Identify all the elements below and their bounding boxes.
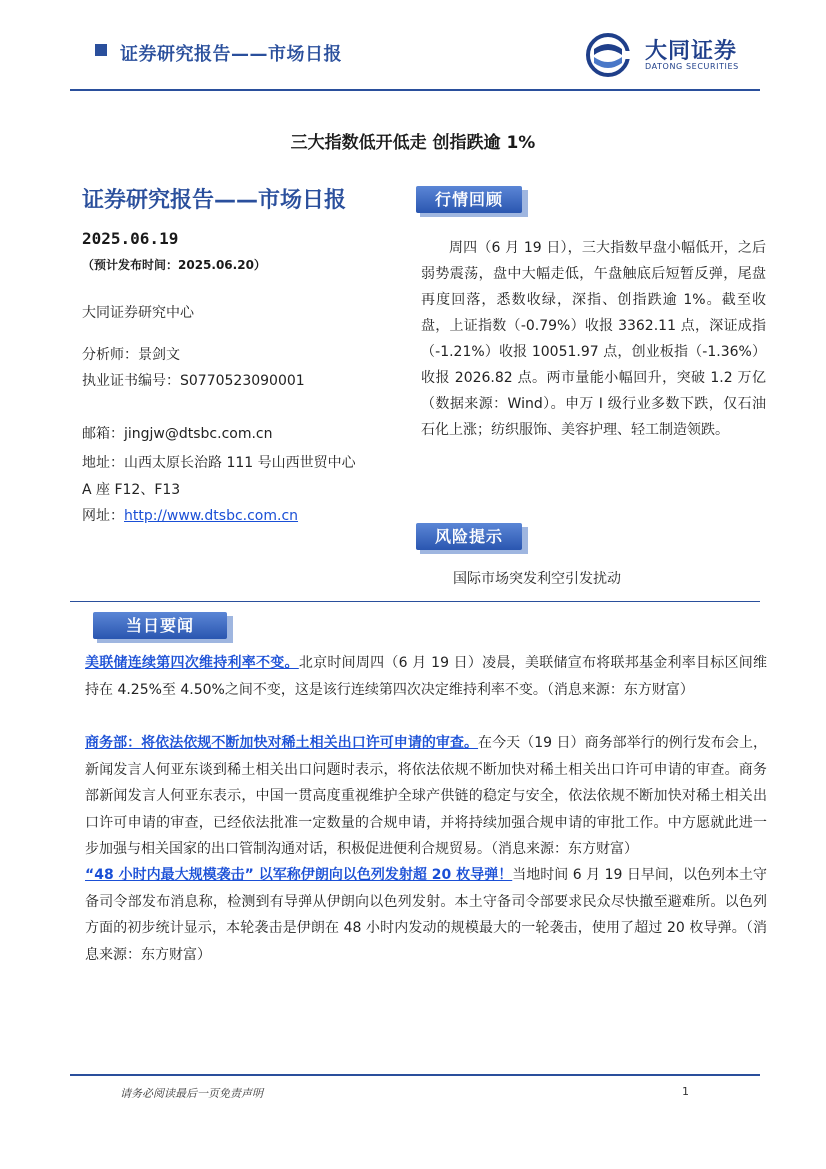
header-rule [70, 89, 760, 91]
news-body: 当地时间 6 月 19 日早间，以色列本土守备司令部发布消息称，检测到有导弹从伊朗向以色列发射。本土守备司令部要求民众尽快撤至避难所。以色列方面的初步统计显示，本轮袭击是伊朗在 48 小时内发动的规模最大的一轮袭击，使用了超过 20 枚导弹。（消息来源：东方财富） [85, 867, 767, 963]
website [82, 505, 298, 525]
news-item [85, 730, 767, 863]
address-line-1: 地址：山西太原长治路 111 号山西世贸中心 [82, 455, 356, 471]
news-body: 在今天（19 日）商务部举行的例行发布会上，新闻发言人何亚东谈到稀土相关出口问题时表示，将依法依规不断加快对稀土相关出口许可申请的审查。商务部新闻发言人何亚东表示，中国一贯高度重视维护全球产供链的稳定与安全，依法依规不断加快对稀土相关出口许可申请的审查，已经依法批准一定数量的合规申请，并将持续加强合规申请的审批工作。中方愿就此进一步加强与相关国家的出口管制沟通对话，积极促进便利合规贸易。（消息来源：东方财富） [85, 735, 768, 857]
news-item [85, 862, 767, 968]
news-tag: 当日要闻 [93, 612, 227, 639]
page-number: 1 [682, 1085, 689, 1098]
risk-text: 国际市场突发利空引发扰动 [453, 571, 621, 587]
logo-cn-text: 大同证券 [645, 39, 738, 64]
analyst: 分析师：景剑文 [82, 347, 180, 363]
website-link[interactable]: http://www.dtsbc.com.cn [124, 508, 299, 524]
logo-en-text: DATONG SECURITIES [645, 62, 739, 71]
footer-rule [70, 1074, 760, 1076]
website-label: 网址： [82, 508, 124, 524]
risk-tag: 风险提示 [416, 523, 522, 550]
publish-time: （预计发布时间：2025.06.20） [82, 258, 266, 272]
cert-number: 执业证书编号：S0770523090001 [82, 373, 305, 389]
news-item [85, 650, 767, 703]
datong-logo-icon [584, 31, 638, 79]
footer-disclaimer: 请务必阅读最后一页免责声明 [120, 1087, 263, 1100]
header-title: 证券研究报告——市场日报 [120, 44, 342, 65]
section-rule [70, 601, 760, 602]
report-type: 证券研究报告——市场日报 [82, 188, 347, 213]
org-name: 大同证券研究中心 [82, 305, 194, 321]
report-date: 2025.06.19 [82, 229, 179, 248]
document-title: 三大指数低开低走 创指跌逾 1% [290, 133, 536, 153]
news-headline[interactable]: 商务部：将依法依规不断加快对稀土相关出口许可申请的审查。 [85, 735, 479, 751]
market-review-text [421, 235, 766, 443]
news-headline[interactable]: 美联储连续第四次维持利率不变。 [85, 655, 299, 671]
header-square-icon [95, 44, 107, 56]
news-headline[interactable]: “48 小时内最大规模袭击” 以军称伊朗向以色列发射超 20 枚导弹！ [85, 867, 513, 883]
news-body: 北京时间周四（6 月 19 日）凌晨，美联储宣布将联邦基金利率目标区间维持在 4.25%至 4.50%之间不变，这是该行连续第四次决定维持利率不变。（消息来源：东方财富） [85, 655, 768, 698]
email: 邮箱：jingjw@dtsbc.com.cn [82, 426, 273, 442]
market-review-tag: 行情回顾 [416, 186, 522, 213]
address-line-2: A 座 F12、F13 [82, 482, 181, 498]
market-review-paragraph: 周四（6 月 19 日），三大指数早盘小幅低开，之后弱势震荡，盘中大幅走低，午盘触底后短暂反弹，尾盘再度回落，悉数收绿，深指、创指跌逾 1%。截至收盘，上证指数（-0.79%）收报 3362.11 点，深证成指（-1.21%）收报 10051.97 点，创业板指（-1.36%）收报 2026.82 点。两市量能小幅回升，突破 1.2 万亿（数据来源：Wind）。申万 I 级行业多数下跌，仅石油石化上涨；纺织服饰、美容护理、轻工制造领跌。 [421, 240, 766, 438]
